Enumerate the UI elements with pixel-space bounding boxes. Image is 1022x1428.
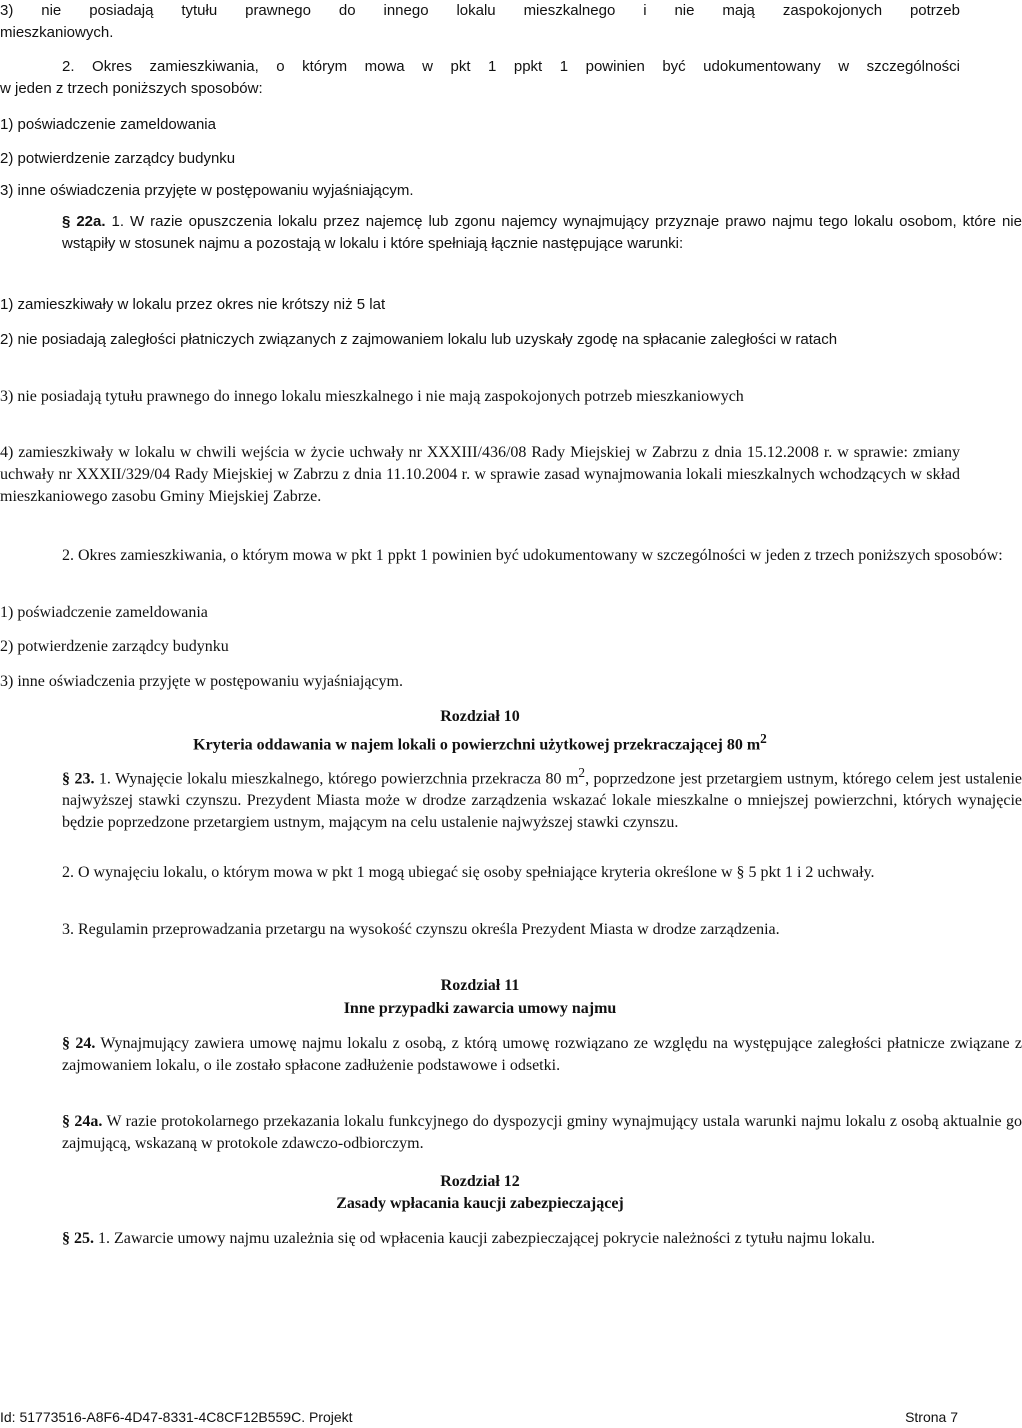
chapter-11-subtitle: Inne przypadki zawarcia umowy najmu	[343, 1000, 617, 1017]
list-b-item-3: 3) inne oświadczenia przyjęte w postępowaniu wyjaśniającym.	[0, 673, 403, 690]
condition-4: 4) zamieszkiwały w lokalu w chwili wejścia w życie uchwały nr XXXIII/436/08 Rady Miejskiej w Zabrzu z dnia 15.12.2008 r. w sprawie: zmiany uchwały nr XXXII/329/04 Rady Miejskiej w Zabrzu z dnia 11.10.2004 r. w sprawie zasad wynajmowania lokali mieszkalnych wchodzących w skład mieszkaniowego zasobu Gminy Miejskiej Zabrze.	[0, 444, 960, 505]
list-item-2: 2) potwierdzenie zarządcy budynku	[0, 150, 236, 167]
paragraph-2-line-1: 2. Okres zamieszkiwania, o którym mowa w pkt 1 ppkt 1 powinien być udokumentowany w szczególności	[62, 58, 960, 75]
page-number: Strona 7	[905, 1409, 958, 1425]
chapter-12-subtitle: Zasady wpłacania kaucji zabezpieczającej	[336, 1195, 624, 1212]
section-22a-text: 1. W razie opuszczenia lokalu przez najemcę lub zgonu najemcy wynajmujący przyznaje prawo najmu tego lokalu osobom, które nie wstąpiły w stosunek najmu a pozostają w lokalu i które spełniają łącznie następujące warunki:	[62, 213, 1022, 252]
section-23-point-3: 3. Regulamin przeprowadzania przetargu na wysokość czynszu określa Prezydent Miasta w drodze zarządzenia.	[62, 921, 780, 938]
paragraph-2	[0, 56, 960, 100]
chapter-11-title: Rozdział 11	[440, 977, 520, 994]
section-25-number: § 25.	[62, 1230, 94, 1247]
item-3-continued	[0, 0, 960, 44]
section-23-point-2: 2. O wynajęciu lokalu, o którym mowa w pkt 1 mogą ubiegać się osoby spełniające kryteria określone w § 5 pkt 1 i 2 uchwały.	[62, 864, 875, 881]
chapter-10-superscript: 2	[760, 731, 767, 746]
paragraph-2-repeat: 2. Okres zamieszkiwania, o którym mowa w pkt 1 ppkt 1 powinien być udokumentowany w szczególności w jeden z trzech poniższych sposobów:	[62, 547, 1003, 564]
condition-3: 3) nie posiadają tytułu prawnego do innego lokalu mieszkalnego i nie mają zaspokojonych potrzeb mieszkaniowych	[0, 388, 744, 405]
condition-1: 1) zamieszkiwały w lokalu przez okres nie krótszy niż 5 lat	[0, 296, 386, 313]
condition-2: 2) nie posiadają zaległości płatniczych związanych z zajmowaniem lokalu lub uzyskały zgodę na spłacanie zaległości w ratach	[0, 331, 838, 348]
section-25	[0, 1228, 1022, 1250]
chapter-10-subtitle	[0, 728, 960, 756]
list-item-1: 1) poświadczenie zameldowania	[0, 116, 216, 133]
document-id: Id: 51773516-A8F6-4D47-8331-4C8CF12B559C. Projekt	[0, 1409, 353, 1425]
section-23-superscript: 2	[578, 765, 586, 780]
section-25-text: 1. Zawarcie umowy najmu uzależnia się od wpłacenia kaucji zabezpieczającej pokrycie należności z tytułu najmu lokalu.	[98, 1230, 875, 1247]
section-23-text-b: , poprzedzone jest przetargiem ustnym, którego celem jest ustalenie najwyższej stawki czynszu. Prezydent Miasta może w drodze zarządzenia wskazać lokale mieszkalne o mniejszej powierzchni, których wynajęcie będzie poprzedzone przetargiem ustnym, mającym na celu ustalenie najwyższej stawki czynszu.	[62, 770, 1022, 832]
list-item-3: 3) inne oświadczenia przyjęte w postępowaniu wyjaśniającym.	[0, 182, 414, 199]
section-22a-number: § 22a.	[62, 213, 106, 230]
section-24-text: Wynajmujący zawiera umowę najmu lokalu z osobą, z którą umowę rozwiązano ze względu na występujące zaległości płatnicze związane z zajmowaniem lokalu, o ile zostało spłacone zadłużenie podstawowe i odsetki.	[62, 1035, 1022, 1074]
section-23-number: § 23.	[62, 770, 95, 788]
section-24-number: § 24.	[62, 1035, 96, 1052]
section-22a	[0, 211, 1022, 255]
section-24a	[0, 1111, 1022, 1155]
chapter-10-title: Rozdział 10	[440, 708, 520, 725]
page-footer	[0, 1408, 958, 1426]
item-3-line-2: mieszkaniowych.	[0, 24, 114, 41]
section-23	[0, 762, 1022, 834]
list-b-item-2: 2) potwierdzenie zarządcy budynku	[0, 638, 229, 655]
list-b-item-1: 1) poświadczenie zameldowania	[0, 604, 208, 621]
section-24a-text: W razie protokolarnego przekazania lokalu funkcyjnego do dyspozycji gminy wynajmujący ustala warunki najmu lokalu z osobą aktualnie go zajmującą, wskazaną w protokole zdawczo-odbiorczym.	[62, 1113, 1022, 1152]
section-24a-number: § 24a.	[62, 1113, 103, 1130]
chapter-10-subtitle-text: Kryteria oddawania w najem lokali o powierzchni użytkowej przekraczającej 80 m	[193, 736, 761, 754]
item-3-line-1: 3) nie posiadają tytułu prawnego do innego lokalu mieszkalnego i nie mają zaspokojonych potrzeb	[0, 2, 960, 19]
paragraph-2-line-2: w jeden z trzech poniższych sposobów:	[0, 80, 263, 97]
section-24	[0, 1033, 1022, 1077]
section-23-text-a: 1. Wynajęcie lokalu mieszkalnego, którego powierzchnia przekracza 80 m	[98, 770, 579, 788]
chapter-12-title: Rozdział 12	[440, 1173, 520, 1190]
